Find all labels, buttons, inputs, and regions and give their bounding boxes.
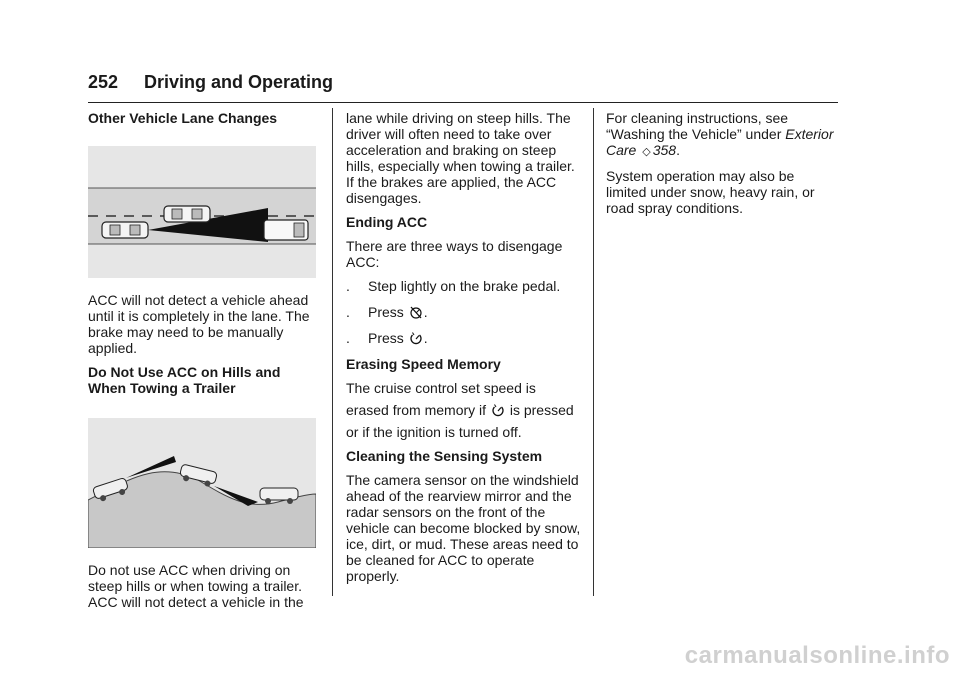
bullet-mark: . bbox=[346, 330, 350, 346]
para-lane-changes: ACC will not detect a vehicle ahead until it is completely in the lane. The brake may need to be manually applied. bbox=[88, 292, 310, 356]
page-number: 252 bbox=[88, 72, 119, 92]
para-erase-a: The cruise control set speed is bbox=[346, 380, 536, 396]
para-erase-b2: is pressed bbox=[509, 402, 574, 418]
bullet-onoff bbox=[346, 330, 586, 346]
para-erase-b bbox=[346, 400, 586, 420]
para-washing-a: For cleaning instructions, see “Washing the Vehicle” under bbox=[606, 110, 789, 142]
cruise-cancel-icon bbox=[409, 305, 423, 319]
watermark: carmanualsonline.info bbox=[684, 642, 950, 669]
para-cleaning: The camera sensor on the windshield ahead of the rearview mirror and the radar sensors on the front of the vehicle can become blocked by snow, ice, dirt, or mud. These areas need to be cleaned for ACC to operate properly. bbox=[346, 472, 581, 584]
exterior-care-link[interactable]: Exterior Care bbox=[606, 126, 834, 158]
bullet-mark: . bbox=[346, 304, 350, 320]
para-limitations: System operation may also be limited under snow, heavy rain, or road spray conditions. bbox=[606, 168, 815, 216]
para-washing bbox=[606, 110, 838, 160]
para-hills-cont: lane while driving on steep hills. The driver will often need to take over acceleration and braking on steep hills, especially when towing a trailer. If the brakes are applied, the ACC disengages. bbox=[346, 110, 575, 206]
section-title: Driving and Operating bbox=[144, 72, 334, 92]
period: . bbox=[423, 330, 428, 346]
bullet-brake bbox=[346, 278, 586, 294]
bullet-cancel-text: Press bbox=[368, 304, 404, 320]
lane-change-illustration bbox=[88, 146, 316, 278]
page-header bbox=[88, 72, 838, 103]
period: . bbox=[676, 142, 680, 158]
heading-erasing-speed: Erasing Speed Memory bbox=[346, 356, 501, 372]
cruise-onoff-icon bbox=[491, 402, 505, 416]
bullet-cancel bbox=[346, 304, 586, 320]
heading-hills: Do Not Use ACC on Hills and When Towing a Trailer bbox=[88, 364, 281, 396]
bullet-brake-text: Step lightly on the brake pedal. bbox=[368, 278, 561, 294]
page-ref-arrow-icon: ◇ bbox=[642, 146, 651, 158]
para-three-ways: There are three ways to disengage ACC: bbox=[346, 238, 563, 270]
cruise-onoff-icon bbox=[409, 331, 423, 345]
column-divider-2 bbox=[593, 108, 594, 596]
para-hills: Do not use ACC when driving on steep hills or when towing a trailer. ACC will not detect a vehicle in the bbox=[88, 562, 304, 610]
column-1 bbox=[88, 110, 320, 618]
bullet-onoff-text: Press bbox=[368, 330, 404, 346]
bullet-mark: . bbox=[346, 278, 350, 294]
column-3 bbox=[606, 110, 838, 224]
heading-lane-changes: Other Vehicle Lane Changes bbox=[88, 110, 278, 126]
para-erase-b1: erased from memory if bbox=[346, 402, 487, 418]
heading-ending-acc: Ending ACC bbox=[346, 214, 428, 230]
page-ref-number[interactable]: 358 bbox=[652, 142, 677, 158]
column-2 bbox=[346, 110, 586, 592]
para-erase-c: or if the ignition is turned off. bbox=[346, 424, 522, 440]
hill-illustration bbox=[88, 418, 316, 548]
period: . bbox=[423, 304, 428, 320]
heading-cleaning: Cleaning the Sensing System bbox=[346, 448, 543, 464]
column-divider-1 bbox=[332, 108, 333, 596]
